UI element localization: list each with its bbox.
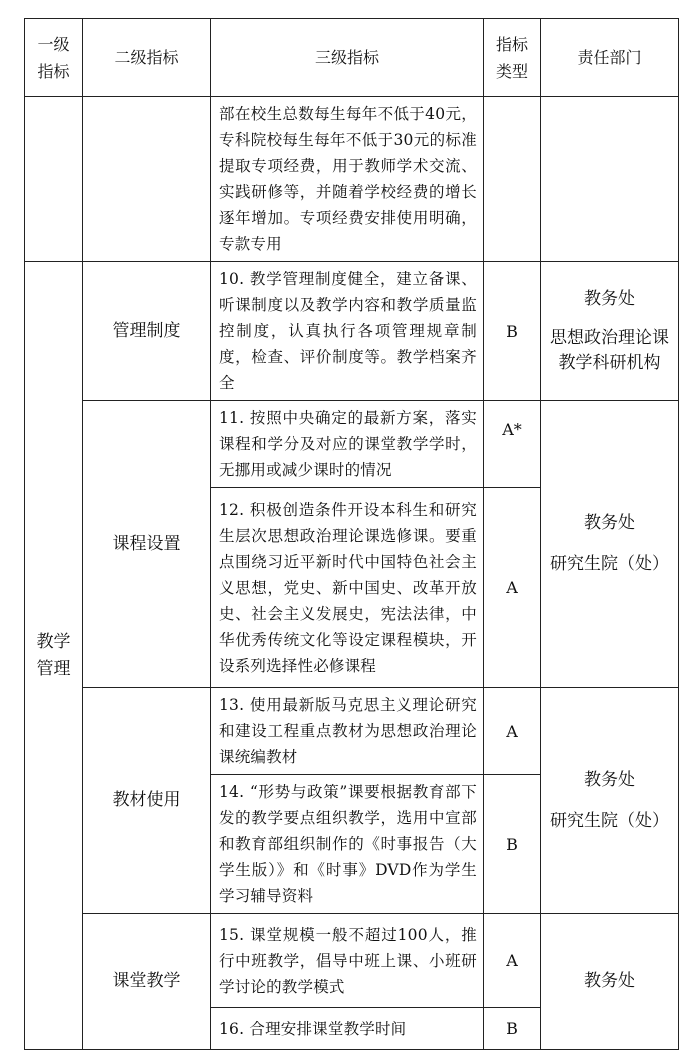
level3-cell: 部在校生总数每生每年不低于40元，专科院校每生每年不低于30元的标准提取专项经费，用于教师学术交流、实践研修等，并随着学校经费的增长逐年增加。专项经费安排使用明确，专款专用 xyxy=(211,97,484,262)
header-level1: 一级 指标 xyxy=(25,19,83,97)
dept-line: 研究生院（处） xyxy=(550,554,669,574)
dept-line: 教学科研机构 xyxy=(558,352,661,373)
indicator-table xyxy=(24,18,679,1050)
header-level2: 二级指标 xyxy=(83,19,211,97)
header-type: 指标 类型 xyxy=(484,19,541,97)
level3-cell: 11. 按照中央确定的最新方案，落实课程和学分及对应的课堂教学学时，无挪用或减少课时的情况 xyxy=(211,401,484,488)
table-row xyxy=(25,401,679,488)
level2-cell: 课程设置 xyxy=(83,401,211,688)
document-page xyxy=(24,18,678,1050)
dept-cell xyxy=(541,688,679,914)
type-cell: A xyxy=(484,688,541,775)
level3-cell: 10. 教学管理制度健全，建立备课、听课制度以及教学内容和教学质量监控制度，认真执行各项管理规章制度，检查、评价制度等。教学档案齐全 xyxy=(211,262,484,401)
level3-cell: 13. 使用最新版马克思主义理论研究和建设工程重点教材为思想政治理论课统编教材 xyxy=(211,688,484,775)
level1-cell-empty xyxy=(25,97,83,262)
type-cell: B xyxy=(484,1008,541,1050)
type-cell: A xyxy=(484,488,541,688)
level1-cell: 教学 管理 xyxy=(25,262,83,1050)
type-cell-empty xyxy=(484,97,541,262)
dept-line: 教务处 xyxy=(584,288,635,309)
type-cell: B xyxy=(484,262,541,401)
dept-line: 教务处 xyxy=(584,769,635,790)
level2-cell: 教材使用 xyxy=(83,688,211,914)
header-dept: 责任部门 xyxy=(541,19,679,97)
level3-cell: 12. 积极创造条件开设本科生和研究生层次思想政治理论课选修课。要重点围绕习近平新时代中国特色社会主义思想，党史、新中国史、改革开放史、社会主义发展史，宪法法律，中华优秀传统文化等设定课程模块，开设系列选择性必修课程 xyxy=(211,488,484,688)
dept-line: 教务处 xyxy=(584,971,635,991)
type-cell: A xyxy=(484,914,541,1008)
header-level3: 三级指标 xyxy=(211,19,484,97)
table-row xyxy=(25,262,679,401)
table-row xyxy=(25,688,679,775)
level3-cell: 15. 课堂规模一般不超过100人，推行中班教学，倡导中班上课、小班研学讨论的教学模式 xyxy=(211,914,484,1008)
dept-cell xyxy=(541,262,679,401)
level2-cell: 管理制度 xyxy=(83,262,211,401)
type-cell: A* xyxy=(484,401,541,488)
table-row xyxy=(25,97,679,262)
type-cell: B xyxy=(484,775,541,914)
dept-cell xyxy=(541,401,679,688)
level2-cell: 课堂教学 xyxy=(83,914,211,1050)
level3-cell: 16. 合理安排课堂教学时间 xyxy=(211,1008,484,1050)
level2-cell-empty xyxy=(83,97,211,262)
header-row xyxy=(25,19,679,97)
dept-line: 教务处 xyxy=(584,513,635,533)
dept-cell-empty xyxy=(541,97,679,262)
dept-line: 研究生院（处） xyxy=(550,810,669,831)
dept-cell xyxy=(541,914,679,1050)
dept-line: 思想政治理论课 xyxy=(550,327,669,348)
table-row xyxy=(25,914,679,1008)
level3-cell: 14. “形势与政策”课要根据教育部下发的教学要点组织教学，选用中宣部和教育部组织制作的《时事报告（大学生版）》和《时事》DVD作为学生学习辅导资料 xyxy=(211,775,484,914)
